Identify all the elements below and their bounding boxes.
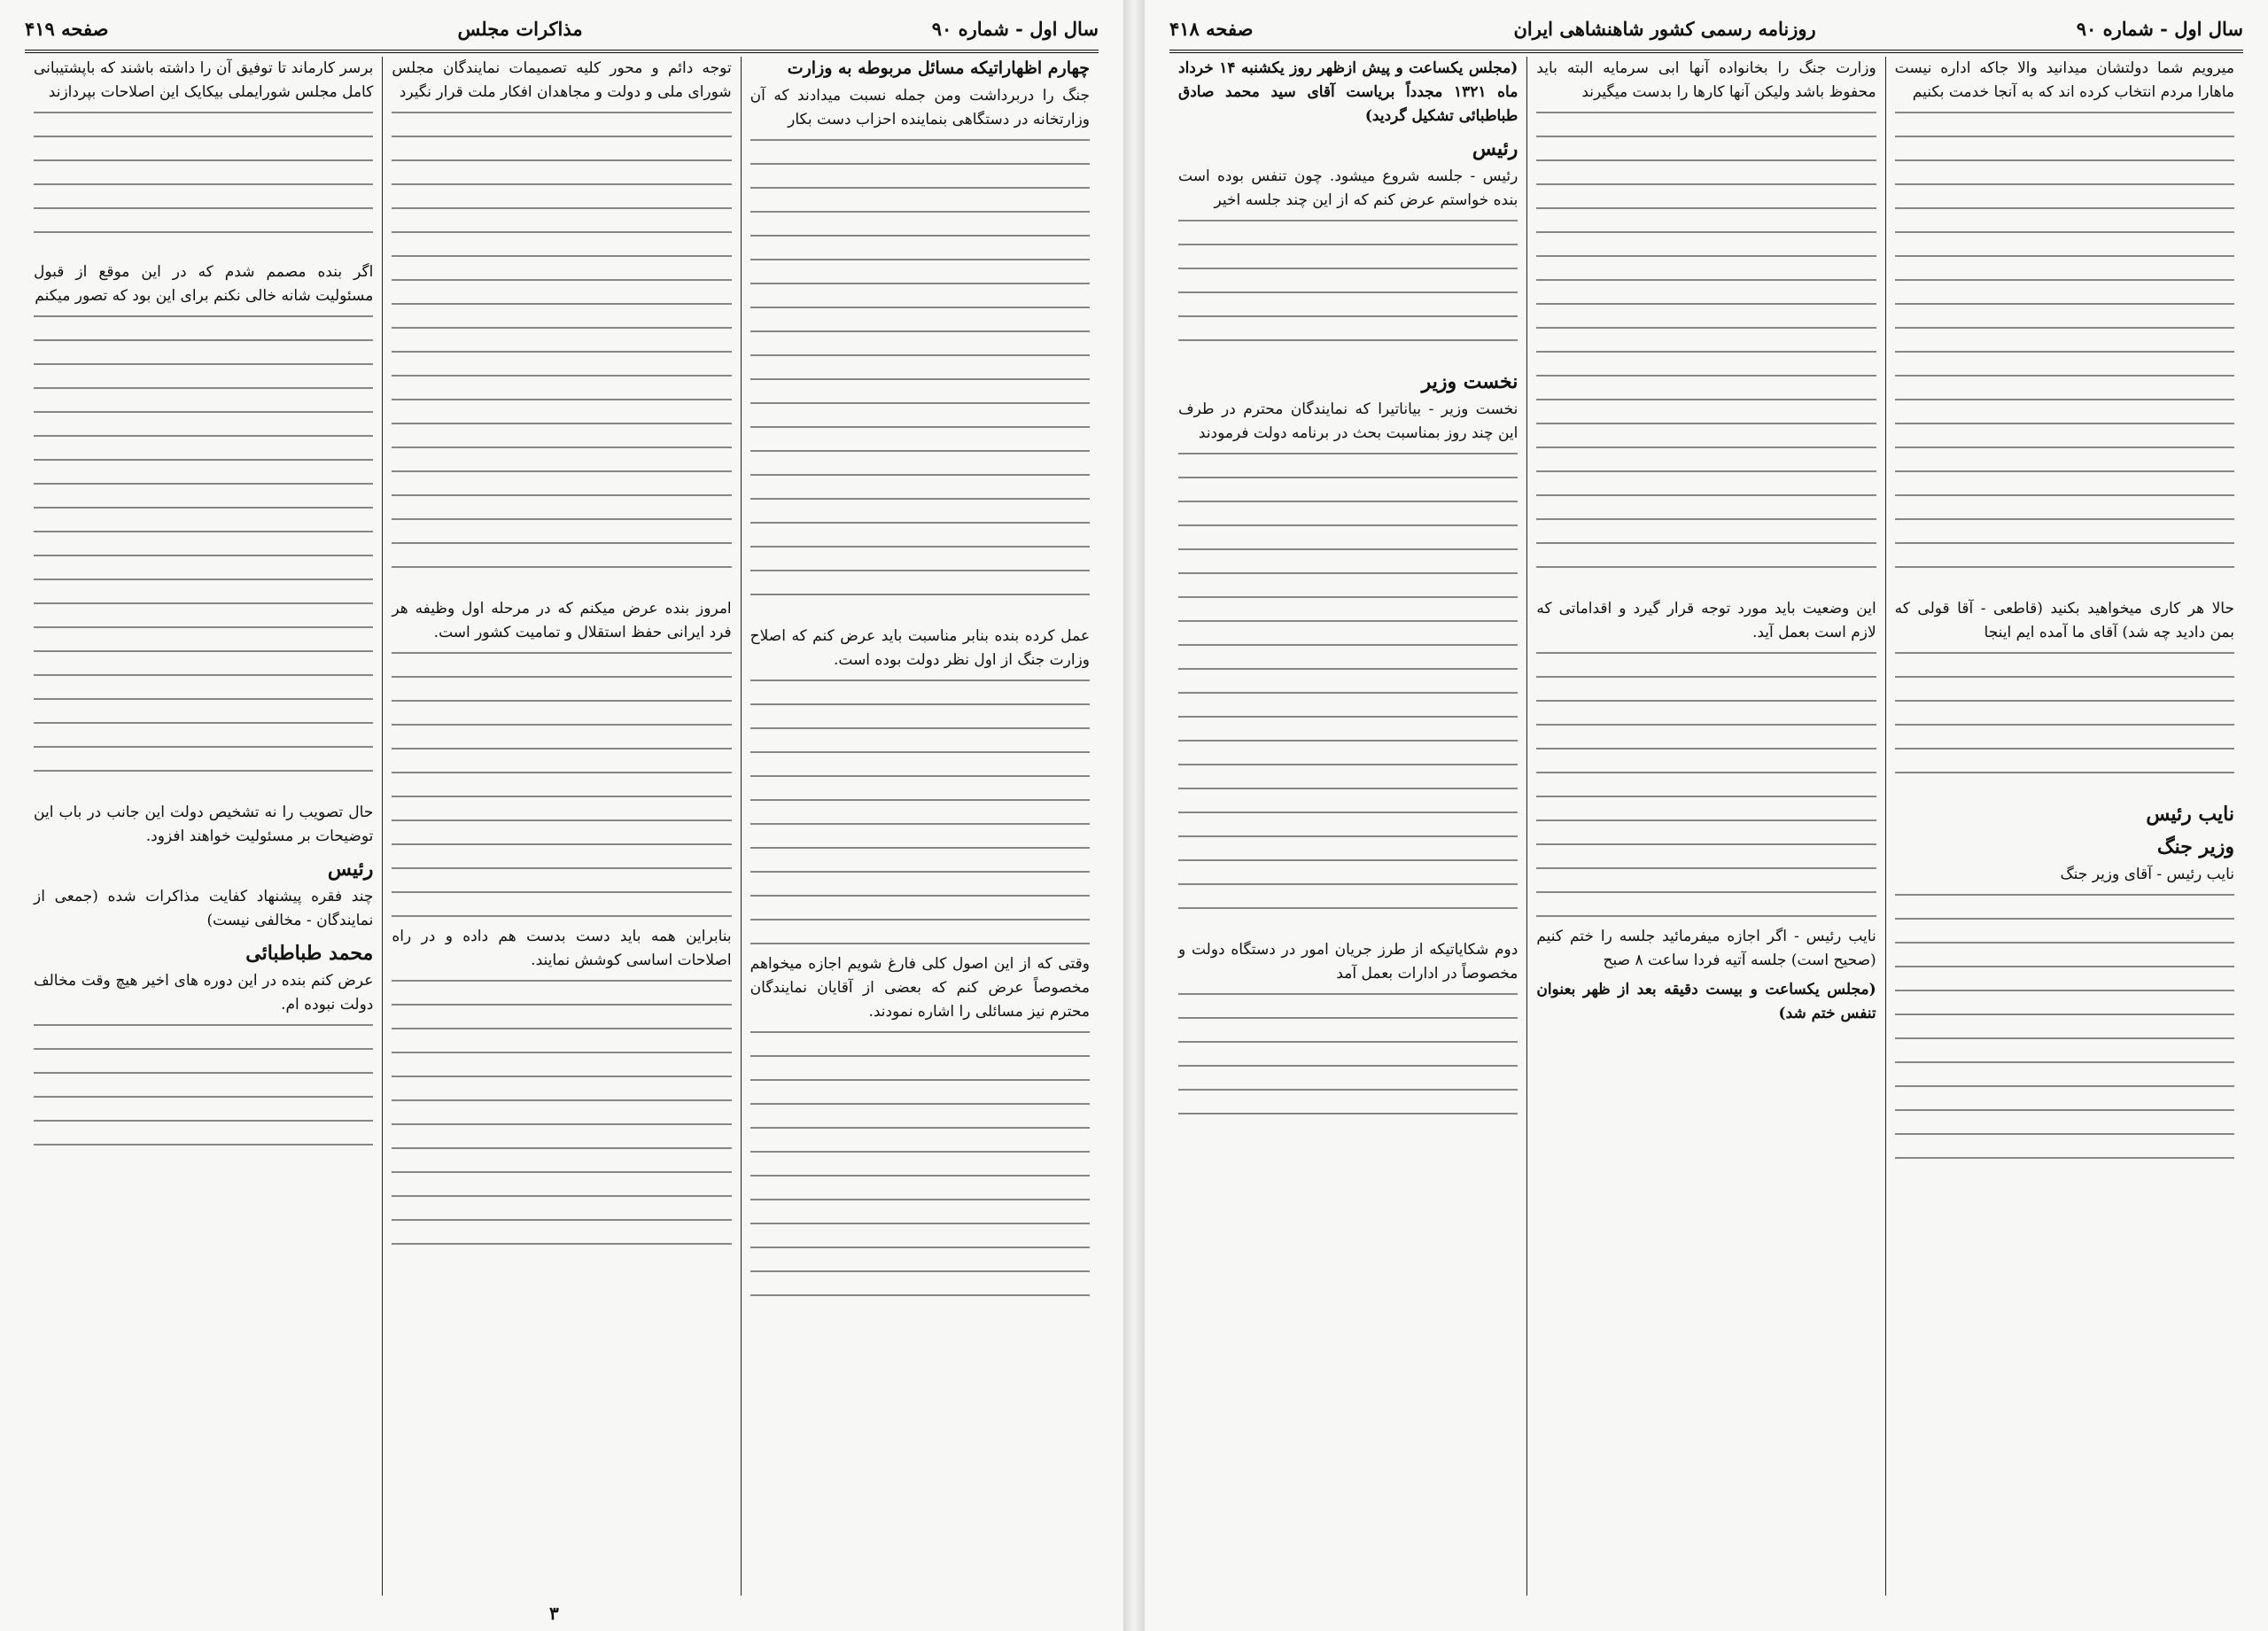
right-column-1 [1885,57,2243,1596]
left-col1-para-1: جنگ را دربرداشت ومن جمله نسبت میدادند که آن وزارتخانه در دستگاهی بنماینده احزاب دست بکار [750,87,1090,128]
right-col1-para-1: میرویم شما دولتشان میدانید والا جاکه اداره نیست ماهارا مردم انتخاب کرده اند که به آنجا خدمت بکنیم [1894,59,2234,101]
left-page [0,0,1123,1631]
text-block [1178,993,1518,1135]
left-speaker-2: محمد طباطبائی [245,942,374,965]
right-speaker-2: نخست وزیر [1421,370,1518,393]
left-col2-para-3: بنابراین همه باید دست بدست هم داده و در راه اصلاحات اساسی کوشش نمایند. [392,928,732,969]
left-col2-para-2: امروز بنده عرض میکنم که در مرحله اول وظیفه هر فرد ایرانی حفظ استقلال و تمامیت کشور است. [392,600,732,641]
left-issue: سال اول - شماره ۹۰ [931,17,1099,40]
left-page-header [25,12,1099,53]
right-col2-para-1: وزارت جنگ را بخانواده آنها ابی سرمایه البته باید محفوظ باشد ولیکن آنها کارها را بدست میگیرند [1536,59,1876,101]
text-block [34,112,373,253]
text-block [1178,453,1518,931]
text-block [392,652,731,918]
right-col3-para-1: رئیس - جلسه شروع میشود. چون تنفس بوده است بنده خواستم عرض کنم که از این چند جلسه اخیر [1178,167,1518,209]
text-block [1895,652,2234,794]
text-block [750,1031,1090,1297]
text-block [34,1024,373,1166]
left-column-3 [25,57,382,1596]
left-col3-para-2: اگر بنده مصمم شدم که در این موقع از قبول مسئولیت شانه خالی نکنم برای این بود که تصور میکنم [34,263,374,305]
right-page-header [1169,12,2243,53]
text-block [750,680,1090,945]
text-block [750,139,1090,617]
right-page-label: صفحه ۴۱۸ [1169,17,1254,40]
left-column-1-heading: چهارم اظهاراتیکه مسائل مربوطه به وزارت [787,58,1090,78]
book-gutter [1123,0,1145,1631]
text-block [1178,220,1518,361]
right-session-title: (مجلس یکساعت و پیش ازظهر روز یکشنبه ۱۴ خرداد ماه ۱۳۲۱ مجدداً بریاست آقای سید محمد صادق طباطبائی تشکیل گردید) [1178,59,1518,125]
left-col1-para-2: عمل کرده بنده بنابر مناسبت باید عرض کنم که اصلاح وزارت جنگ از اول نظر دولت بوده است. [750,627,1090,669]
right-section-title: روزنامه رسمی کشور شاهنشاهی ایران [1513,17,1816,40]
right-col2-para-3: نایب رئیس - اگر اجازه میفرمائید جلسه را ختم کنیم (صحیح است) جلسه آتیه فردا ساعت ۸ صبح [1536,928,1876,969]
right-speaker-1: رئیس [1472,137,1518,160]
left-col1-para-3: وقتی که از این اصول کلی فارغ شویم اجازه میخواهم مخصوصاً عرض کنم که بعضی از آقایان نمایندگان محترم نیز مسائلی را اشاره نمودند. [750,955,1090,1021]
text-block [1895,894,2234,1160]
left-column-1 [741,57,1099,1596]
text-block [34,315,373,794]
text-block [1536,112,1876,590]
right-col1-para-2: حالا هر کاری میخواهید بکنید (قاطعی - آقا قولی که بمن دادید چه شد) آقای ما آمده ایم اینجا [1894,600,2234,641]
right-columns [1169,57,2243,1596]
right-issue: سال اول - شماره ۹۰ [2076,17,2243,40]
right-page [1145,0,2268,1631]
left-page-label: صفحه ۴۱۹ [25,17,109,40]
text-block [392,980,731,1246]
right-closing-note: (مجلس یکساعت و بیست دقیقه بعد از ظهر بعنوان تنفس ختم شد) [1536,981,1876,1022]
left-section-title: مذاکرات مجلس [457,17,583,40]
text-block [1536,652,1876,918]
left-page-number: ۳ [549,1603,559,1624]
left-speaker-1-text: چند فقره پیشنهاد کفایت مذاکرات شده (جمعی از نمایندگان - مخالفی نیست) [34,888,374,929]
left-speaker-1: رئیس [327,858,374,881]
left-column-2 [382,57,740,1596]
text-block [1895,112,2234,590]
text-block [392,112,731,590]
left-col3-para-1: برسر کارماند تا توفیق آن را داشته باشند که باپشتیبانی کامل مجلس شورایملی بیکایک این اصلاحات بپردازند [34,59,374,101]
right-column-3 [1169,57,1526,1596]
right-column-2 [1526,57,1884,1596]
right-speaker-3: نایب رئیس [2146,803,2234,826]
right-col1-para-3: نایب رئیس - آقای وزیر جنگ [2060,866,2234,883]
left-col2-para-1: توجه دائم و محور کلیه تصمیمات نمایندگان مجلس شورای ملی و دولت و مجاهدان افکار ملت قرار نگیرد [392,59,732,101]
right-col2-para-2: این وضعیت باید مورد توجه قرار گیرد و اقداماتی که لازم است بعمل آید. [1536,600,1876,641]
left-speaker-2-text: عرض کنم بنده در این دوره های اخیر هیچ وقت مخالف دولت نبوده ام. [34,972,374,1014]
left-col3-para-3: حال تصویب را نه تشخیص دولت این جانب در باب این توضیحات بر مسئولیت خواهند افزود. [34,804,374,845]
right-speaker-4: وزیر جنگ [2156,835,2234,858]
left-columns [25,57,1099,1596]
right-col3-para-2: نخست وزیر - بیاناتیرا که نمایندگان محترم در طرف این چند روز بمناسبت بحث در برنامه دولت فرمودند [1178,400,1518,442]
right-col3-para-3: دوم شکایاتیکه از طرز جریان امور در دستگاه دولت و مخصوصاً در ادارات بعمل آمد [1178,941,1518,982]
